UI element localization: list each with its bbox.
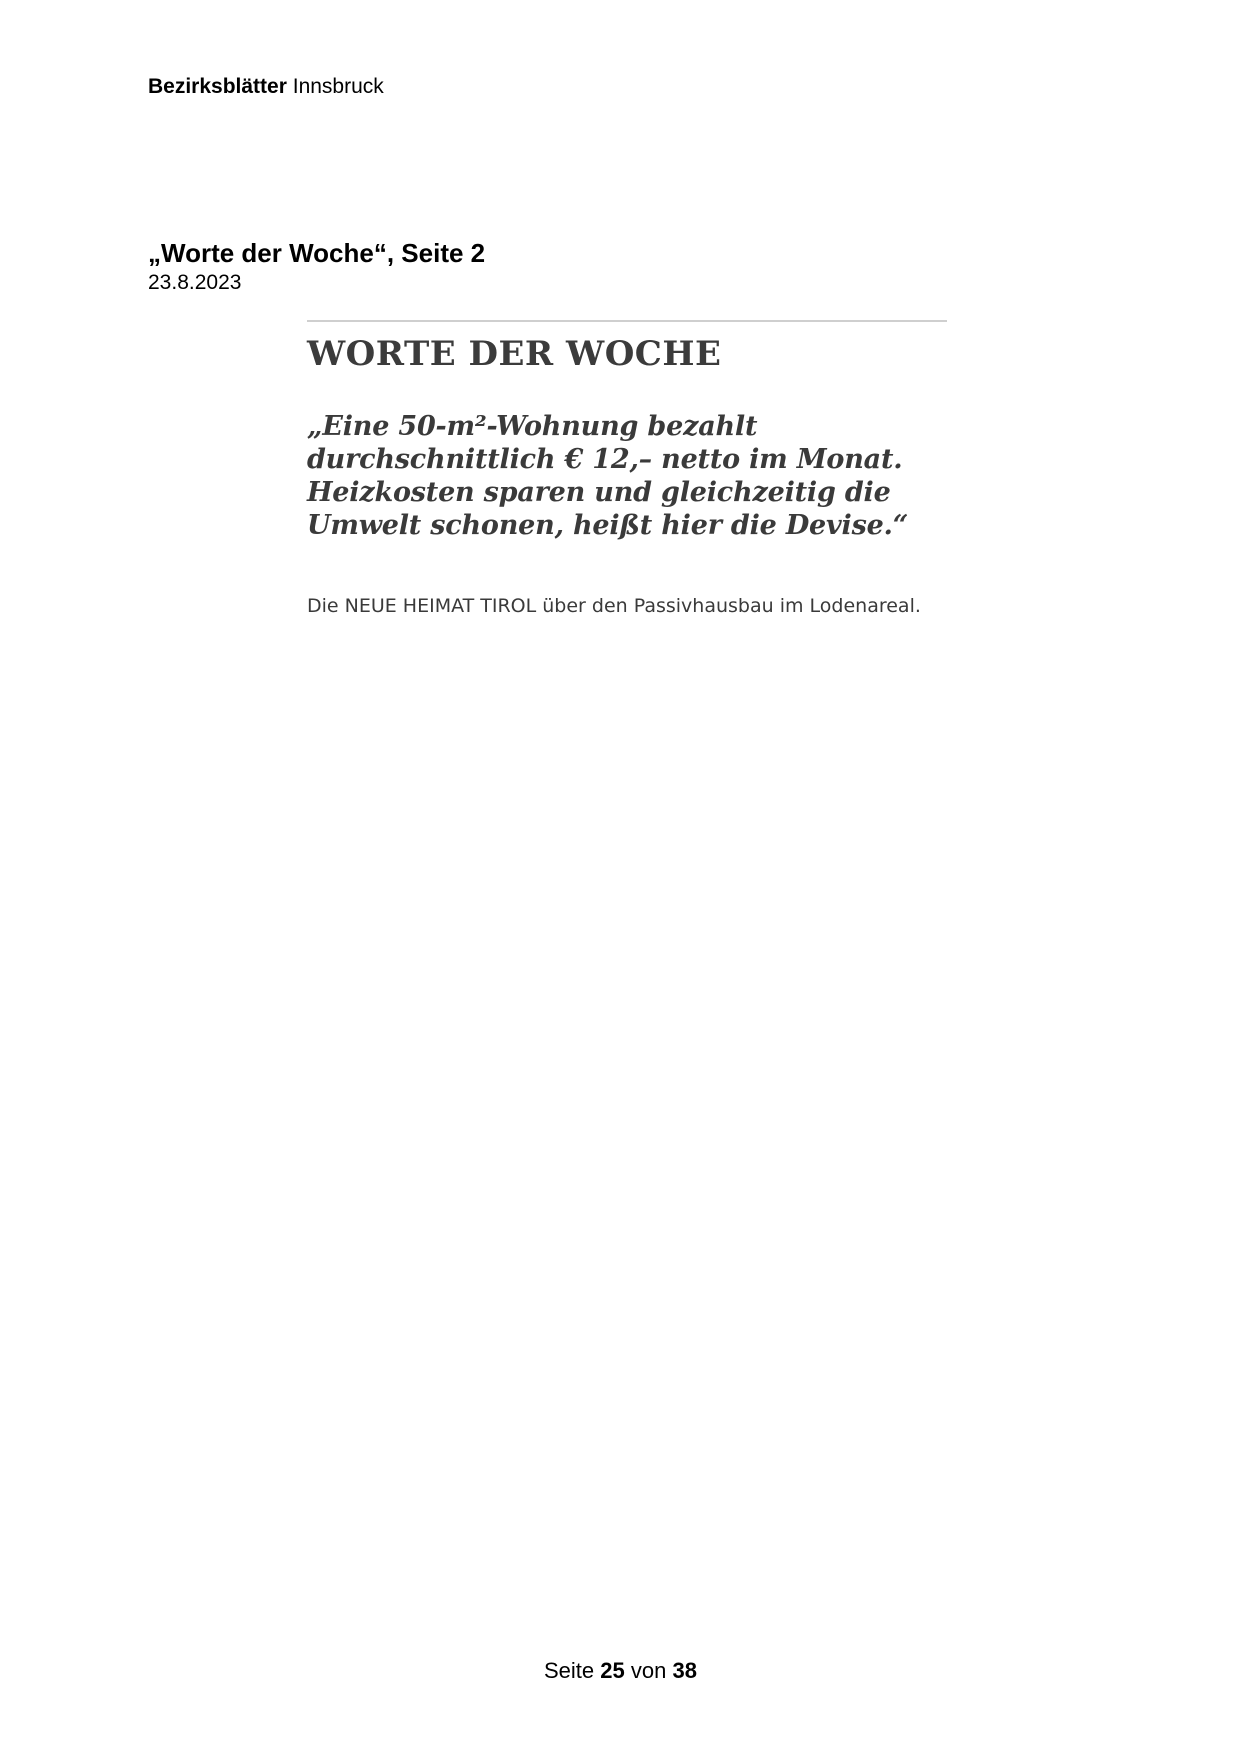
footer-of-word: von [630, 1658, 667, 1683]
clipping-source: Die NEUE HEIMAT TIROL über den Passivhausbau im Lodenareal. [307, 595, 921, 617]
publication-name-regular: Innsbruck [292, 75, 384, 98]
footer-total-pages: 38 [672, 1658, 697, 1683]
clipping-heading: WORTE DER WOCHE [307, 334, 722, 374]
publication-name [148, 74, 384, 100]
article-title: „Worte der Woche“, Seite 2 [148, 238, 486, 268]
clipping-quote: „Eine 50-m²-Wohnung bezahlt durchschnittlich € 12,– netto im Monat. Heizkosten sparen und gleichzeitig die Umwelt schonen, heißt hier die Devise.“ [307, 411, 909, 541]
footer-page-word: Seite [544, 1658, 595, 1683]
article-date: 23.8.2023 [148, 271, 242, 294]
newspaper-clipping [307, 320, 947, 618]
publication-name-bold: Bezirksblätter [148, 75, 287, 98]
footer-page-number: 25 [600, 1658, 625, 1683]
page-footer [0, 1657, 1241, 1685]
